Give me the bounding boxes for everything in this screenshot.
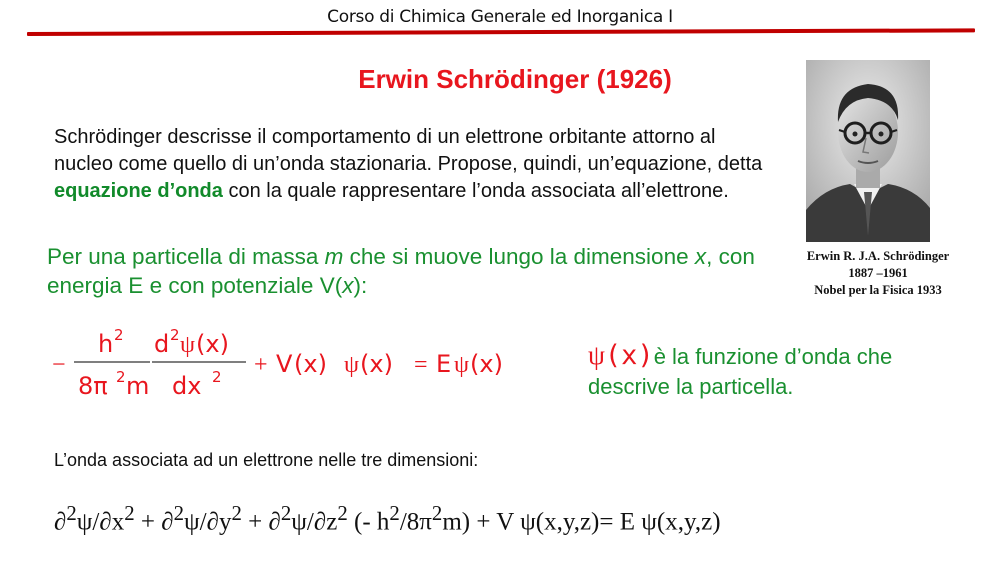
w3-t9: m) + V ψ(x,y,z)= E ψ(x,y,z) bbox=[442, 508, 721, 536]
x-symbol: x bbox=[694, 244, 707, 269]
wave-3d-label: L’onda associata ad un elettrone nelle tre dimensioni: bbox=[54, 450, 479, 470]
eq-d-exp: 2 bbox=[170, 326, 180, 344]
eq-V: V bbox=[276, 350, 293, 378]
portrait-illustration bbox=[806, 60, 930, 242]
caption-years: 1887 –1961 bbox=[848, 266, 908, 280]
intro-paragraph bbox=[54, 124, 774, 205]
caption-name: Erwin R. J.A. Schrödinger bbox=[806, 249, 950, 263]
w3-t2s: 2 bbox=[124, 501, 135, 525]
eq-minus: − bbox=[52, 352, 66, 378]
psi-symbol: ψ bbox=[588, 340, 605, 370]
eq-h-exp: 2 bbox=[114, 326, 124, 344]
w3-t5s: 2 bbox=[280, 501, 292, 525]
eq-equals: = bbox=[414, 352, 428, 378]
particle-text-1: Per una particella di massa bbox=[47, 244, 325, 269]
w3-t4: ψ/∂y bbox=[184, 508, 232, 536]
particle-text-2: che si muove lungo la dimensione bbox=[343, 244, 695, 269]
w3-t7: (- h bbox=[347, 508, 390, 536]
eq-d: d bbox=[154, 330, 170, 358]
wave-equation-highlight: equazione d’onda bbox=[54, 180, 223, 202]
w3-t1: ∂ bbox=[54, 508, 67, 536]
header-rule bbox=[27, 28, 975, 36]
eq-psi-num: ψ bbox=[180, 332, 196, 358]
particle-text-4: ): bbox=[353, 273, 368, 298]
w3-t8s: 2 bbox=[431, 501, 443, 525]
w3-t2: ψ/∂x bbox=[76, 508, 125, 536]
eq-8pi: 8π bbox=[78, 372, 108, 400]
w3-t6: ψ/∂z bbox=[291, 508, 338, 536]
caption-award: Nobel per la Fisica 1933 bbox=[814, 283, 942, 297]
w3-t1s: 2 bbox=[66, 501, 77, 525]
eq-m: m bbox=[126, 372, 150, 400]
w3-t5: + ∂ bbox=[241, 508, 281, 536]
eq-h: h bbox=[98, 330, 114, 358]
psi-symbol-arg: (x) bbox=[604, 340, 654, 371]
portrait-caption bbox=[790, 248, 966, 299]
w3-t3s: 2 bbox=[173, 501, 185, 525]
course-title: Corso di Chimica Generale ed Inorganica I bbox=[327, 7, 673, 27]
mass-symbol: m bbox=[324, 244, 344, 269]
x-symbol-2: x bbox=[342, 273, 354, 298]
eq-psi: ψ bbox=[344, 352, 360, 378]
w3-t7s: 2 bbox=[389, 501, 400, 525]
eq-dx-exp: 2 bbox=[212, 368, 222, 386]
eq-V-arg: (x) bbox=[294, 350, 327, 378]
schrodinger-1d-equation bbox=[40, 318, 580, 408]
wave-3d-equation bbox=[54, 501, 721, 536]
eq-psi-num-arg: (x) bbox=[196, 330, 229, 358]
eq-plus: + bbox=[254, 352, 268, 378]
intro-text-2: con la quale rappresentare l’onda associata all’elettrone. bbox=[222, 180, 729, 202]
intro-text-1: Schrödinger descrisse il comportamento di un elettrone orbitante attorno al nucleo come quello di un’onda stazionaria. Propose, quindi, un’equazione, detta bbox=[54, 126, 763, 175]
eq-psi-arg: (x) bbox=[360, 350, 393, 378]
w3-t8: /8π bbox=[399, 508, 432, 536]
particle-text-3: , con energia E e con potenziale V( bbox=[47, 244, 755, 298]
particle-statement bbox=[47, 242, 797, 300]
psi-description bbox=[588, 340, 968, 402]
eq-8pi-exp: 2 bbox=[116, 368, 126, 386]
eq-dx: dx bbox=[172, 372, 202, 400]
psi-description-text: è la funzione d’onda che descrive la particella. bbox=[588, 344, 893, 399]
w3-t6s: 2 bbox=[337, 501, 348, 525]
slide-title: Erwin Schrödinger (1926) bbox=[358, 64, 672, 94]
eq-psi-rhs: ψ bbox=[454, 352, 470, 378]
portrait-photo bbox=[806, 60, 930, 242]
w3-t3: + ∂ bbox=[134, 508, 174, 536]
eq-psi-rhs-arg: (x) bbox=[470, 350, 503, 378]
w3-t4s: 2 bbox=[231, 501, 242, 525]
eq-E: E bbox=[436, 350, 452, 378]
